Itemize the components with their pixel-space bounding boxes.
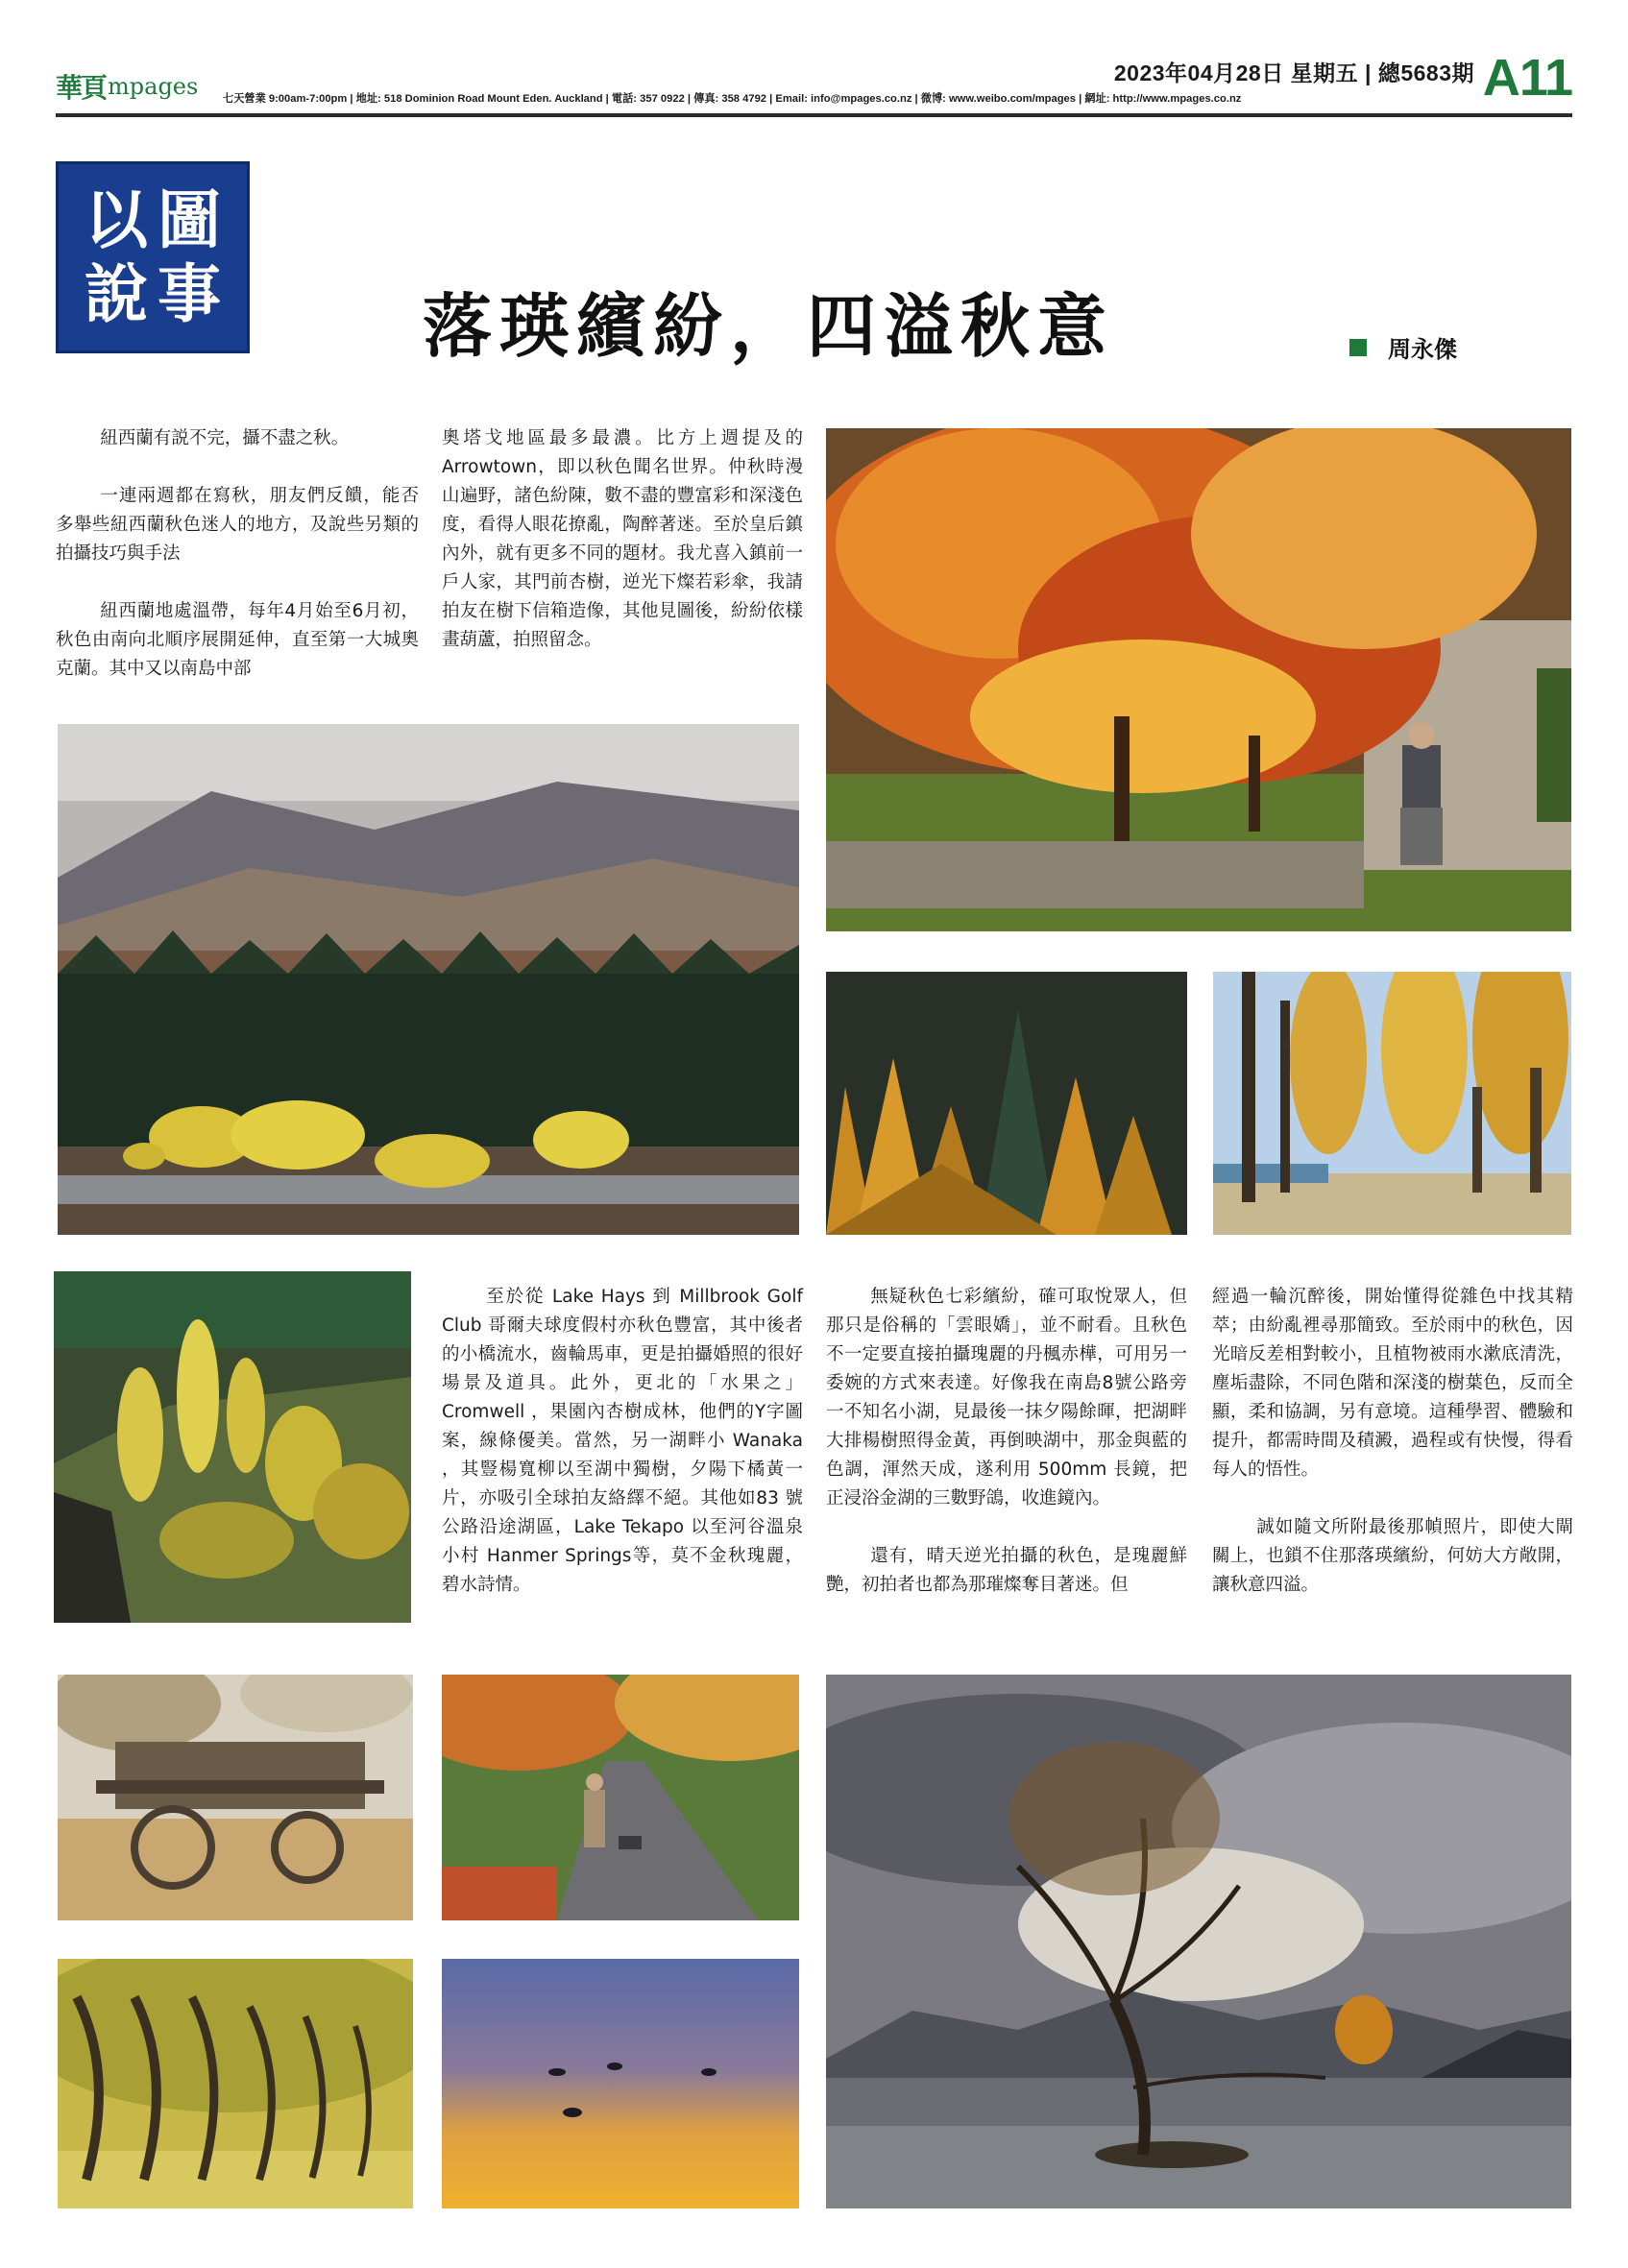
- masthead-logo: [56, 69, 200, 104]
- paragraph: 誠如隨文所附最後那幀照片，即使大閘關上，也鎖不住那落瑛繽紛，何妨大方敞開，讓秋意四溢。: [1212, 1517, 1573, 1595]
- photo-orchard-rows: [58, 1959, 413, 2208]
- byline-square-icon: [1349, 339, 1367, 356]
- photo-autumn-tree-photographer: [826, 428, 1571, 931]
- badge-char: 事: [158, 256, 221, 331]
- logo-text: mpages: [108, 73, 199, 100]
- photo-mountain-forest-willows: [58, 724, 799, 1235]
- info-line: 七天營業 9:00am-7:00pm | 地址: 518 Dominion Road Mount Eden. Auckland | 電話: 357 0922 | 傳真: 358 4792 | Email: info@mpages.co.nz | 微博: www.weibo.com/mpages | 網址: http://www.mpages.co.nz: [223, 93, 1242, 105]
- photo-wanaka-tree: [826, 1675, 1571, 2208]
- byline: [1349, 330, 1457, 364]
- text-column-5: [1212, 1283, 1573, 1600]
- photo-man-with-dog: [442, 1675, 799, 1920]
- logo-mark: 華頁: [56, 72, 107, 104]
- paragraph: 至於從 Lake Hays 到 Millbrook Golf Club 哥爾夫球度假村亦秋色豐富，其中後者的小橋流水，齒輪馬車，更是拍攝婚照的很好場景及道具。此外，更北的「水果之」Cromwell ，果園內杏樹成林，他們的Y字圖案，線條優美。當然，另一湖畔小 Wanaka ，其豎楊寬柳以至湖中獨樹，夕陽下橘黃一片，亦吸引全球拍友絡繹不絕。其他如83 號公路沿途湖區，Lake Tekapo 以至河谷溫泉小村 Hanmer Springs等，莫不金秋瑰麗，碧水詩情。: [442, 1287, 803, 1595]
- paragraph: 一連兩週都在寫秋，朋友們反饋，能否多舉些紐西蘭秋色迷人的地方，及說些另類的拍攝技巧與手法: [56, 486, 419, 564]
- date-line: 2023年04月28日 星期五 | 總5683期: [1113, 60, 1474, 85]
- article-title: 落瑛繽紛，四溢秋意: [423, 285, 1115, 367]
- photo-golden-larches: [826, 972, 1187, 1235]
- photo-hillside-poplars: [54, 1271, 411, 1623]
- page-number: A11: [1482, 49, 1572, 107]
- badge-char: 圖: [158, 182, 221, 257]
- paragraph: 還有，晴天逆光拍攝的秋色，是瑰麗鮮艷，初拍者也都為那璀燦奪目著迷。但: [826, 1546, 1187, 1595]
- text-column-1: [56, 424, 419, 684]
- paragraph: 紐西蘭有説不完，攝不盡之秋。: [100, 428, 350, 448]
- paragraph: 紐西蘭地處溫帶，每年4月始至6月初，秋色由南向北順序展開延伸，直至第一大城奧克蘭。其中又以南島中部: [56, 601, 419, 679]
- paragraph: 經過一輪沉醉後，開始懂得從雜色中找其精萃；由紛亂裡尋那簡致。至於雨中的秋色，因光暗反差相對較小，且植物被雨水漱底清洗，塵垢盡除，不同色階和深淺的樹葉色，反而全顯，柔和協調，另有意境。這種學習、體驗和提升，都需時間及積澱，過程或有快慢，得看每人的悟性。: [1212, 1287, 1573, 1480]
- header-rule: [56, 113, 1572, 117]
- photo-poplar-avenue: [1213, 972, 1571, 1235]
- photo-old-wagon: [58, 1675, 413, 1920]
- text-column-3: [442, 1283, 803, 1600]
- badge-char: 說: [85, 256, 148, 331]
- column-badge: [56, 161, 250, 353]
- photo-golden-lake-ducks: [442, 1959, 799, 2208]
- text-column-2: [442, 424, 803, 655]
- author-name: 周永傑: [1388, 336, 1457, 363]
- text-column-4: [826, 1283, 1187, 1600]
- badge-char: 以: [85, 182, 148, 257]
- paragraph: 無疑秋色七彩繽紛，確可取悅眾人，但那只是俗稱的「雲眼嬌」，並不耐看。且秋色不一定要直接拍攝瑰麗的丹楓赤樺，可用另一委婉的方式來表達。好像我在南島8號公路旁一不知名小湖，見最後一抹夕陽餘暉，把湖畔大排楊樹照得金黃，再倒映湖中，那金與藍的色調，渾然天成，遂利用 500mm 長鏡，把正浸浴金湖的三數野鴿，收進鏡內。: [826, 1287, 1187, 1508]
- paragraph: 奧塔戈地區最多最濃。比方上週提及的Arrowtown，即以秋色聞名世界。仲秋時漫山遍野，諸色紛陳，數不盡的豐富彩和深淺色度，看得人眼花撩亂，陶醉著迷。至於皇后鎮內外，就有更多不同的題材。我尤喜入鎮前一戶人家，其門前杏樹，逆光下燦若彩傘，我請拍友在樹下信箱造像，其他見圖後，紛紛依樣畫葫蘆，拍照留念。: [442, 428, 803, 650]
